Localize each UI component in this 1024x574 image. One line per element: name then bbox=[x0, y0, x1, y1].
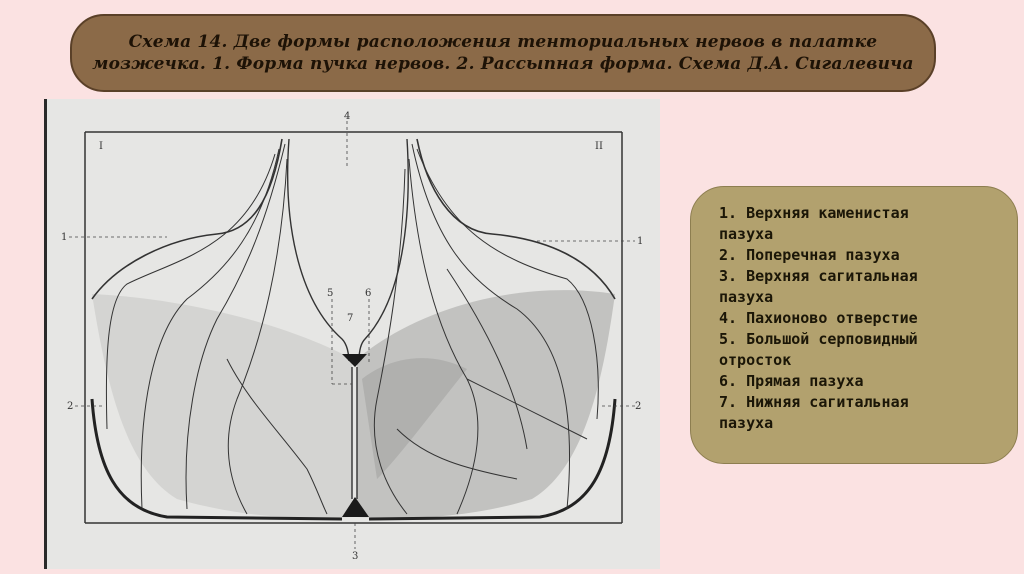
tentorium-diagram bbox=[47, 99, 660, 569]
label-7: 7 bbox=[347, 313, 354, 324]
legend-item: пазуха bbox=[719, 225, 774, 243]
label-1-right: 1 bbox=[637, 236, 644, 247]
label-1-left: 1 bbox=[61, 232, 68, 243]
title-banner bbox=[70, 14, 936, 92]
legend-item: отросток bbox=[719, 351, 792, 369]
legend-item: 2. Поперечная пазуха bbox=[719, 246, 900, 264]
legend-box bbox=[690, 186, 1018, 464]
label-2-left: 2 bbox=[67, 401, 74, 412]
anatomical-diagram-photo bbox=[44, 99, 660, 569]
legend-item: 5. Большой серповидный bbox=[719, 330, 918, 348]
label-2-right: 2 bbox=[635, 401, 642, 412]
legend-item: 6. Прямая пазуха bbox=[719, 372, 864, 390]
legend-item: пазуха bbox=[719, 288, 774, 306]
label-3: 3 bbox=[352, 551, 359, 562]
label-5: 5 bbox=[327, 288, 334, 299]
title-line-1: Схема 14. Две формы расположения тенториальных нервов в палатке bbox=[128, 32, 878, 52]
legend-item: пазуха bbox=[719, 414, 774, 432]
legend-item: 4. Пахионово отверстие bbox=[719, 309, 918, 327]
legend-item: 1. Верхняя каменистая bbox=[719, 204, 909, 222]
label-6: 6 bbox=[365, 288, 372, 299]
title-line-2: мозжечка. 1. Форма пучка нервов. 2. Рассыпная форма. Схема Д.А. Сигалевича bbox=[92, 54, 914, 74]
label-4: 4 bbox=[344, 111, 351, 122]
roman-label-left: I bbox=[99, 141, 103, 152]
legend-item: 3. Верхняя сагитальная bbox=[719, 267, 918, 285]
legend-item: 7. Нижняя сагитальная bbox=[719, 393, 909, 411]
roman-label-right: II bbox=[595, 141, 603, 152]
